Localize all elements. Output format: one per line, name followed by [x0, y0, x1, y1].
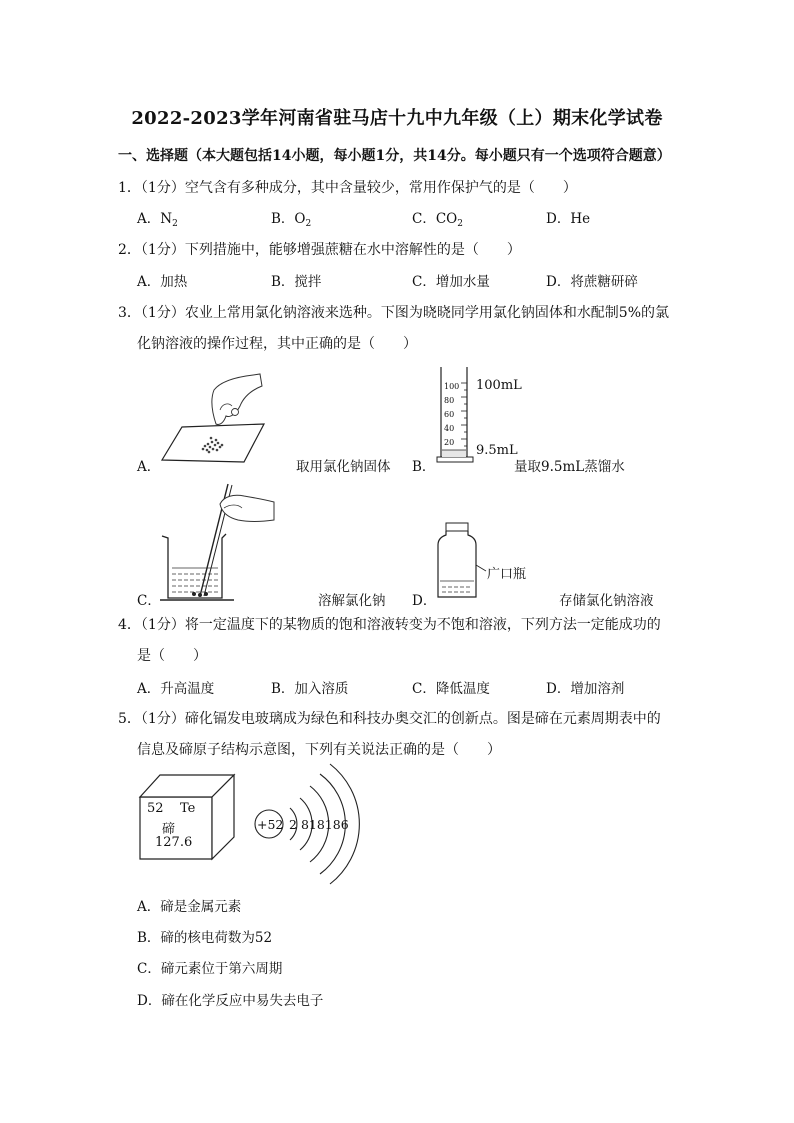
- q3-option-b-caption: 量取9.5mL蒸馏水: [514, 459, 625, 475]
- cylinder-tick-80: 80: [444, 396, 455, 405]
- q1-option-a: [137, 207, 178, 229]
- cylinder-reading-label: 9.5mL: [476, 443, 518, 458]
- q2-option-c: C．增加水量: [412, 274, 490, 290]
- q4-option-c: C．降低温度: [412, 681, 490, 697]
- q2-option-d: D．将蔗糖研碎: [546, 274, 638, 290]
- q1-option-b-text: B．O: [271, 211, 306, 227]
- q3-option-d-label: D．: [412, 593, 437, 609]
- q1-option-c-subscript: 2: [457, 219, 463, 229]
- question-2-stem: 2．（1分）下列措施中，能够增强蔗糖在水中溶解性的是（ ）: [118, 242, 521, 258]
- q2-option-b: B．搅拌: [271, 274, 322, 290]
- question-4-stem-line-1: 4．（1分）将一定温度下的某物质的饱和溶液转变为不饱和溶液，下列方法一定能成功的: [118, 617, 661, 633]
- cylinder-tick-labels: [444, 380, 459, 450]
- question-3-stem-line-1: 3．（1分）农业上常用氯化钠溶液来选种。下图为晓晓同学用氯化钠固体和水配制5%的氯: [118, 305, 670, 321]
- taking-salt-illustration: [160, 372, 270, 467]
- question-3-stem-line-2: 化钠溶液的操作过程，其中正确的是（ ）: [137, 336, 417, 352]
- q2-option-a: A．加热: [137, 274, 188, 290]
- element-symbol: Te: [180, 801, 196, 816]
- shell-5-count: 6: [340, 817, 349, 832]
- question-5-stem-line-2: 信息及碲原子结构示意图，下列有关说法正确的是（ ）: [137, 742, 501, 758]
- question-1-stem: 1．（1分）空气含有多种成分，其中含量较少，常用作保护气的是（ ）: [118, 180, 577, 196]
- element-atomic-number: 52: [147, 801, 164, 816]
- q1-option-c: [412, 207, 463, 229]
- q1-option-b: [271, 207, 311, 229]
- q3-option-a-label: A．: [137, 459, 161, 475]
- q5-option-a: A．碲是金属元素: [137, 899, 242, 915]
- dissolving-beaker-illustration: [160, 482, 276, 602]
- q5-option-d: D．碲在化学反应中易失去电子: [137, 993, 324, 1009]
- bottle-label: 广口瓶: [487, 567, 527, 582]
- q3-option-c-caption: 溶解氯化钠: [318, 593, 386, 609]
- q3-option-b-label: B．: [412, 459, 436, 475]
- q1-option-a-text: A．N: [137, 211, 173, 227]
- element-name: 碲: [162, 822, 176, 837]
- q1-option-c-text: C．CO: [412, 211, 458, 227]
- cylinder-capacity-label: 100mL: [476, 378, 522, 393]
- wide-mouth-bottle-illustration: [436, 521, 486, 601]
- q1-option-b-subscript: 2: [305, 219, 312, 229]
- q4-option-b: B．加入溶质: [271, 681, 349, 697]
- shell-2-count: 8: [300, 817, 309, 832]
- section-heading: 一、选择题（本大题包括14小题，每小题1分，共14分。每小题只有一个选项符合题意）: [118, 148, 671, 164]
- question-4-stem-line-2: 是（ ）: [137, 648, 207, 664]
- q5-option-c: C．碲元素位于第六周期: [137, 961, 283, 977]
- nucleus-charge: +52: [257, 817, 284, 832]
- q1-option-a-subscript: 2: [172, 219, 178, 229]
- q3-option-a-caption: 取用氯化钠固体: [296, 459, 391, 475]
- cylinder-tick-100: 100: [444, 382, 460, 391]
- q1-option-d: D．He: [546, 211, 591, 227]
- shell-4-count: 18: [324, 817, 341, 832]
- question-5-stem-line-1: 5．（1分）碲化镉发电玻璃成为绿色和科技办奥交汇的创新点。图是碲在元素周期表中的: [118, 711, 661, 727]
- element-atomic-mass: 127.6: [155, 835, 193, 850]
- shell-1-count: 2: [289, 817, 297, 832]
- cylinder-tick-20: 20: [444, 438, 455, 447]
- cylinder-tick-40: 40: [444, 424, 455, 433]
- q4-option-a: A．升高温度: [137, 681, 215, 697]
- page-title: 2022-2023学年河南省驻马店十九中九年级（上）期末化学试卷: [131, 108, 663, 129]
- electron-shells: [289, 817, 349, 832]
- q3-option-d-caption: 存储氯化钠溶液: [559, 593, 654, 609]
- q5-option-b: B．碲的核电荷数为52: [137, 930, 273, 946]
- cylinder-tick-60: 60: [444, 410, 455, 419]
- shell-3-count: 18: [308, 817, 325, 832]
- q4-option-d: D．增加溶剂: [546, 681, 625, 697]
- q3-option-c-label: C．: [137, 593, 161, 609]
